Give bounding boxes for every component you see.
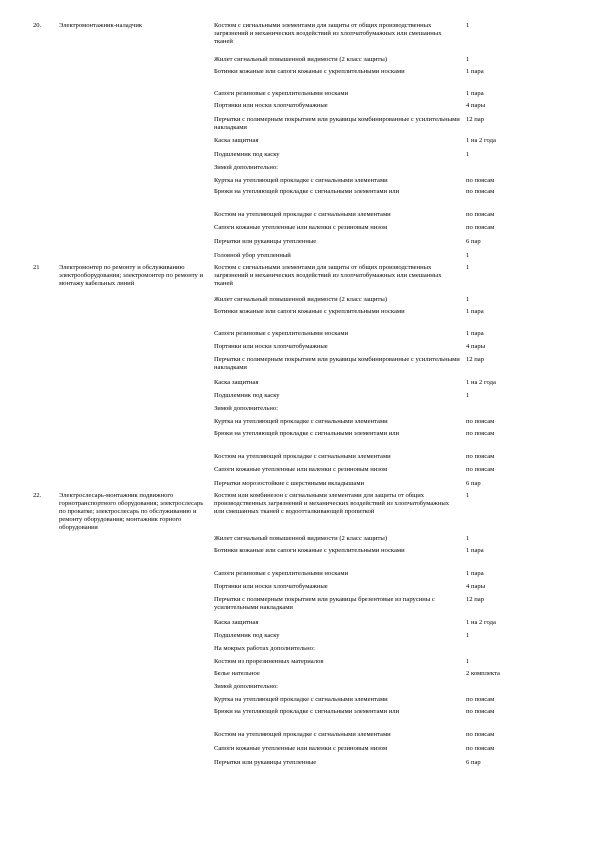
item-name: Каска защитная [214,137,259,144]
item-qty: 1 на 2 года [466,379,496,386]
item-qty: 1 на 2 года [466,137,496,144]
item-qty: 6 пар [466,480,481,487]
item-name: Костюм из прорезиненных материалов [214,658,324,665]
item-subheading: Зимой дополнительно: [214,405,278,412]
item-qty: 4 пары [466,102,486,109]
item-qty: 1 [466,22,470,29]
item-qty: 6 пар [466,238,481,245]
item-qty: 1 [466,264,470,271]
item-name: Перчатки с полимерным покрытием или рукавицы комбинированные с усилительными накладками [214,356,460,371]
item-name: Ботинки кожаные или сапоги кожаные с укреплительными носками [214,547,405,554]
item-qty: 2 комплекта [466,670,500,677]
item-qty: по поясам [466,418,495,425]
item-name: Белье нательное [214,670,260,677]
profession-name: Электромонтер по ремонту и обслуживанию электрооборудования; электромонтер по ремонту и монтажу кабельных линий [59,264,204,287]
item-qty: по поясам [466,696,495,703]
item-qty: 12 пар [466,356,484,363]
item-name: Подшлемник под каску [214,392,280,399]
item-name: Портянки или носки хлопчатобумажные [214,343,328,350]
item-name: Брюки на утепляющей прокладке с сигнальными элементами или [214,188,400,195]
item-qty: 1 [466,658,470,665]
profession-name: Электромонтажник-наладчик [59,22,143,29]
item-qty: 4 пары [466,343,486,350]
item-qty: по поясам [466,177,495,184]
item-qty: 1 [466,56,470,63]
item-name: Куртка на утепляющей прокладке с сигнальными элементами [214,696,388,703]
item-qty: по поясам [466,466,495,473]
profession-name: Электрослесарь-монтажник подвижного горнотранспортного оборудования; электрослесарь по прокатке; электрослесарь по обслуживанию и ремонту оборудования; монтажник горного оборудования [59,492,204,531]
item-name: Каска защитная [214,379,259,386]
item-qty: 1 [466,252,470,259]
item-qty: по поясам [466,453,495,460]
item-name: Перчатки или рукавицы утепленные [214,238,317,245]
item-name: Жилет сигнальный повышенной видимости (2 класс защиты) [214,56,388,63]
item-name: Перчатки с полимерным покрытием или рукавицы брезентовые из парусины с усилительными накладками [214,596,435,611]
item-qty: 1 пара [466,68,484,75]
item-subheading: На мокрых работах дополнительно: [214,645,315,652]
item-name: Портянки или носки хлопчатобумажные [214,102,328,109]
item-name: Сапоги кожаные утепленные или валенки с резиновым низом [214,466,388,473]
item-qty: 1 на 2 года [466,619,496,626]
item-name: Костюм на утепляющей прокладке с сигнальными элементами [214,731,391,738]
section-number: 21 [33,264,40,271]
item-subheading: Зимой дополнительно: [214,683,278,690]
item-qty: 1 пара [466,547,484,554]
item-qty: 1 [466,296,470,303]
item-name: Сапоги резиновые с укреплительными носками [214,330,349,337]
item-name: Портянки или носки хлопчатобумажные [214,583,328,590]
item-name: Сапоги кожаные утепленные или валенки с резиновым низом [214,745,388,752]
item-qty: по поясам [466,430,495,437]
item-qty: 1 пара [466,308,484,315]
item-name: Куртка на утепляющей прокладке с сигнальными элементами [214,418,388,425]
item-qty: 1 пара [466,90,484,97]
item-subheading: Зимой дополнительно: [214,164,278,171]
item-qty: 12 пар [466,116,484,123]
item-qty: 12 пар [466,596,484,603]
item-qty: по поясам [466,188,495,195]
item-qty: 1 [466,151,470,158]
item-name: Брюки на утепляющей прокладке с сигнальными элементами или [214,430,400,437]
item-name: Подшлемник под каску [214,632,280,639]
item-name: Головной убор утепленный [214,252,291,259]
item-name: Жилет сигнальный повышенной видимости (2 класс защиты) [214,535,388,542]
section-number: 20. [33,22,42,29]
item-qty: 1 [466,492,470,499]
item-name: Перчатки с полимерным покрытием или рукавицы комбинированные с усилительными накладками [214,116,460,131]
item-name: Ботинки кожаные или сапоги кожаные с укреплительными носками [214,68,405,75]
item-qty: по поясам [466,745,495,752]
item-name: Костюм на утепляющей прокладке с сигнальными элементами [214,453,391,460]
item-name: Костюм с сигнальными элементами для защиты от общих производственных загрязнений и механических воздействий из хлопчатобумажных или смешанных тканей [214,22,442,45]
item-qty: 1 [466,392,470,399]
item-qty: 1 пара [466,570,484,577]
item-qty: 1 пара [466,330,484,337]
item-name: Сапоги кожаные утепленные или валенки с резиновым низом [214,224,388,231]
item-name: Костюм на утепляющей прокладке с сигнальными элементами [214,211,391,218]
item-name: Подшлемник под каску [214,151,280,158]
item-name: Костюм или комбинезон с сигнальными элементами для защиты от общих производственных загрязнений и механических воздействий из хлопчатобумажных или смешанных тканей с водоотталкивающей пропиткой [214,492,450,515]
item-name: Сапоги резиновые с укреплительными носками [214,90,349,97]
item-name: Перчатки или рукавицы утепленные [214,759,317,766]
item-name: Ботинки кожаные или сапоги кожаные с укреплительными носками [214,308,405,315]
item-qty: по поясам [466,708,495,715]
item-name: Каска защитная [214,619,259,626]
item-qty: 1 [466,632,470,639]
item-qty: по поясам [466,224,495,231]
item-name: Перчатки морозостойкие с шерстяными вкладышами [214,480,365,487]
item-qty: по поясам [466,211,495,218]
item-name: Костюм с сигнальными элементами для защиты от общих производственных загрязнений и механических воздействий из хлопчатобумажных или смешанных тканей [214,264,442,287]
item-name: Сапоги резиновые с укреплительными носками [214,570,349,577]
item-qty: 1 [466,535,470,542]
item-qty: по поясам [466,731,495,738]
section-number: 22. [33,492,42,499]
item-qty: 4 пары [466,583,486,590]
item-name: Жилет сигнальный повышенной видимости (2 класс защиты) [214,296,388,303]
item-name: Брюки на утепляющей прокладке с сигнальными элементами или [214,708,400,715]
item-name: Куртка на утепляющей прокладке с сигнальными элементами [214,177,388,184]
item-qty: 6 пар [466,759,481,766]
